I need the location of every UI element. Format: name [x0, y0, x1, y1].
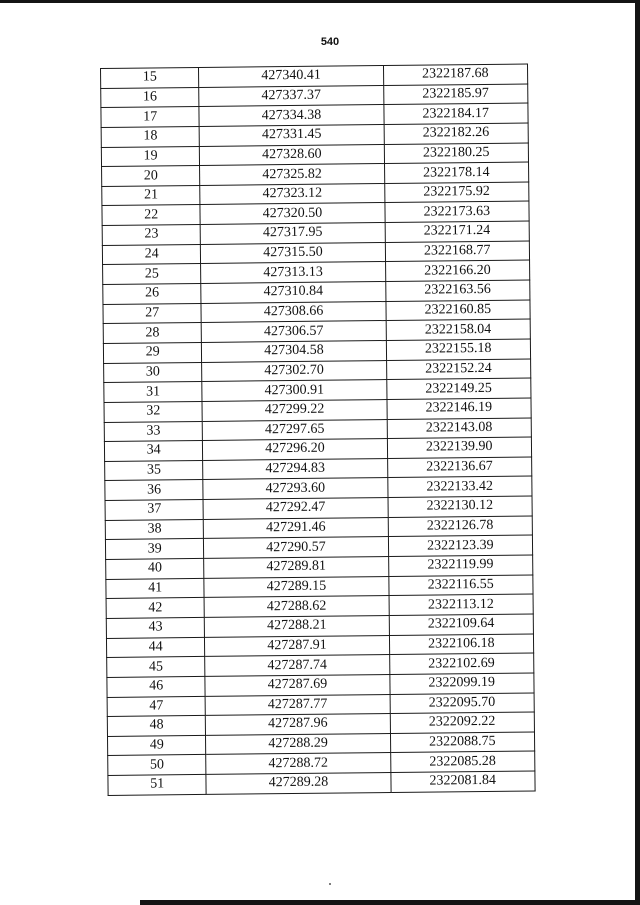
point-number-cell: 30 — [104, 362, 203, 383]
y-coordinate-cell: 2322085.28 — [390, 751, 535, 772]
x-coordinate-cell: 427297.65 — [203, 419, 387, 441]
x-coordinate-cell: 427310.84 — [201, 282, 385, 304]
point-number-cell: 27 — [103, 303, 202, 324]
y-coordinate-cell: 2322116.55 — [388, 575, 533, 596]
y-coordinate-cell: 2322139.90 — [387, 437, 532, 458]
x-coordinate-cell: 427289.28 — [206, 773, 390, 795]
point-number-cell: 51 — [108, 774, 207, 795]
x-coordinate-cell: 427320.50 — [200, 203, 384, 225]
point-number-cell: 40 — [106, 558, 205, 579]
x-coordinate-cell: 427317.95 — [201, 223, 385, 245]
x-coordinate-cell: 427288.62 — [204, 596, 388, 618]
y-coordinate-cell: 2322182.26 — [384, 123, 529, 144]
point-number-cell: 38 — [105, 519, 204, 540]
point-number-cell: 36 — [105, 480, 204, 501]
y-coordinate-cell: 2322166.20 — [385, 260, 530, 281]
x-coordinate-cell: 427289.15 — [204, 576, 388, 598]
point-number-cell: 22 — [102, 205, 201, 226]
point-number-cell: 42 — [106, 598, 205, 619]
y-coordinate-cell: 2322152.24 — [386, 359, 531, 380]
y-coordinate-cell: 2322171.24 — [385, 221, 530, 242]
y-coordinate-cell: 2322178.14 — [384, 162, 529, 183]
x-coordinate-cell: 427287.69 — [205, 674, 389, 696]
y-coordinate-cell: 2322088.75 — [390, 732, 535, 753]
point-number-cell: 17 — [101, 107, 200, 128]
x-coordinate-cell: 427313.13 — [201, 262, 385, 284]
point-number-cell: 19 — [101, 146, 200, 167]
y-coordinate-cell: 2322126.78 — [388, 516, 533, 537]
x-coordinate-cell: 427294.83 — [203, 458, 387, 480]
y-coordinate-cell: 2322102.69 — [389, 653, 534, 674]
y-coordinate-cell: 2322136.67 — [387, 457, 532, 478]
y-coordinate-cell: 2322081.84 — [390, 771, 535, 792]
x-coordinate-cell: 427293.60 — [203, 478, 387, 500]
point-number-cell: 44 — [106, 637, 205, 658]
point-number-cell: 25 — [103, 264, 202, 285]
x-coordinate-cell: 427331.45 — [200, 124, 384, 146]
x-coordinate-cell: 427325.82 — [200, 164, 384, 186]
y-coordinate-cell: 2322184.17 — [383, 103, 528, 124]
y-coordinate-cell: 2322160.85 — [385, 300, 530, 321]
point-number-cell: 47 — [107, 696, 206, 717]
y-coordinate-cell: 2322180.25 — [384, 143, 529, 164]
coordinates-table-body — [101, 64, 536, 795]
point-number-cell: 32 — [104, 401, 203, 422]
point-number-cell: 24 — [102, 244, 201, 265]
y-coordinate-cell: 2322119.99 — [388, 555, 533, 576]
y-coordinate-cell: 2322113.12 — [389, 594, 534, 615]
y-coordinate-cell: 2322163.56 — [385, 280, 530, 301]
x-coordinate-cell: 427306.57 — [202, 321, 386, 343]
y-coordinate-cell: 2322173.63 — [384, 202, 529, 223]
coordinates-table — [100, 64, 536, 796]
x-coordinate-cell: 427287.74 — [205, 655, 389, 677]
y-coordinate-cell: 2322155.18 — [386, 339, 531, 360]
scan-speck — [329, 883, 331, 885]
point-number-cell: 49 — [107, 735, 206, 756]
x-coordinate-cell: 427308.66 — [201, 301, 385, 323]
table-row — [108, 771, 535, 795]
point-number-cell: 33 — [104, 421, 203, 442]
scan-border-bottom — [140, 900, 640, 905]
x-coordinate-cell: 427304.58 — [202, 340, 386, 362]
point-number-cell: 35 — [105, 460, 204, 481]
point-number-cell: 29 — [103, 342, 202, 363]
x-coordinate-cell: 427290.57 — [204, 537, 388, 559]
x-coordinate-cell: 427287.91 — [205, 635, 389, 657]
point-number-cell: 21 — [102, 185, 201, 206]
y-coordinate-cell: 2322092.22 — [390, 712, 535, 733]
y-coordinate-cell: 2322095.70 — [390, 692, 535, 713]
y-coordinate-cell: 2322133.42 — [387, 476, 532, 497]
x-coordinate-cell: 427288.21 — [205, 615, 389, 637]
point-number-cell: 26 — [103, 283, 202, 304]
x-coordinate-cell: 427315.50 — [201, 242, 385, 264]
point-number-cell: 41 — [106, 578, 205, 599]
point-number-cell: 31 — [104, 382, 203, 403]
y-coordinate-cell: 2322149.25 — [386, 378, 531, 399]
x-coordinate-cell: 427334.38 — [199, 105, 383, 127]
x-coordinate-cell: 427289.81 — [204, 557, 388, 579]
y-coordinate-cell: 2322187.68 — [383, 64, 528, 85]
x-coordinate-cell: 427291.46 — [204, 517, 388, 539]
point-number-cell: 45 — [107, 657, 206, 678]
x-coordinate-cell: 427299.22 — [202, 399, 386, 421]
x-coordinate-cell: 427328.60 — [200, 144, 384, 166]
point-number-cell: 20 — [102, 166, 201, 187]
y-coordinate-cell: 2322123.39 — [388, 535, 533, 556]
point-number-cell: 16 — [101, 87, 200, 108]
x-coordinate-cell: 427296.20 — [203, 439, 387, 461]
x-coordinate-cell: 427300.91 — [202, 380, 386, 402]
y-coordinate-cell: 2322099.19 — [389, 673, 534, 694]
point-number-cell: 48 — [107, 716, 206, 737]
point-number-cell: 15 — [101, 67, 200, 88]
y-coordinate-cell: 2322130.12 — [388, 496, 533, 517]
x-coordinate-cell: 427287.96 — [206, 714, 390, 736]
point-number-cell: 39 — [105, 539, 204, 560]
point-number-cell: 46 — [107, 676, 206, 697]
y-coordinate-cell: 2322106.18 — [389, 634, 534, 655]
x-coordinate-cell: 427292.47 — [203, 498, 387, 520]
x-coordinate-cell: 427340.41 — [199, 66, 383, 88]
point-number-cell: 23 — [102, 225, 201, 246]
y-coordinate-cell: 2322158.04 — [386, 319, 531, 340]
x-coordinate-cell: 427287.77 — [205, 694, 389, 716]
scan-border-right — [635, 0, 640, 905]
point-number-cell: 28 — [103, 323, 202, 344]
x-coordinate-cell: 427288.29 — [206, 733, 390, 755]
y-coordinate-cell: 2322109.64 — [389, 614, 534, 635]
point-number-cell: 34 — [104, 441, 203, 462]
x-coordinate-cell: 427337.37 — [199, 85, 383, 107]
scan-border-top — [0, 0, 640, 3]
point-number-cell: 43 — [106, 617, 205, 638]
point-number-cell: 50 — [108, 755, 207, 776]
y-coordinate-cell: 2322168.77 — [385, 241, 530, 262]
y-coordinate-cell: 2322146.19 — [387, 398, 532, 419]
y-coordinate-cell: 2322175.92 — [384, 182, 529, 203]
point-number-cell: 18 — [101, 126, 200, 147]
point-number-cell: 37 — [105, 500, 204, 521]
page-number: 540 — [320, 36, 340, 48]
y-coordinate-cell: 2322185.97 — [383, 84, 528, 105]
y-coordinate-cell: 2322143.08 — [387, 418, 532, 439]
x-coordinate-cell: 427302.70 — [202, 360, 386, 382]
x-coordinate-cell: 427288.72 — [206, 753, 390, 775]
x-coordinate-cell: 427323.12 — [200, 183, 384, 205]
